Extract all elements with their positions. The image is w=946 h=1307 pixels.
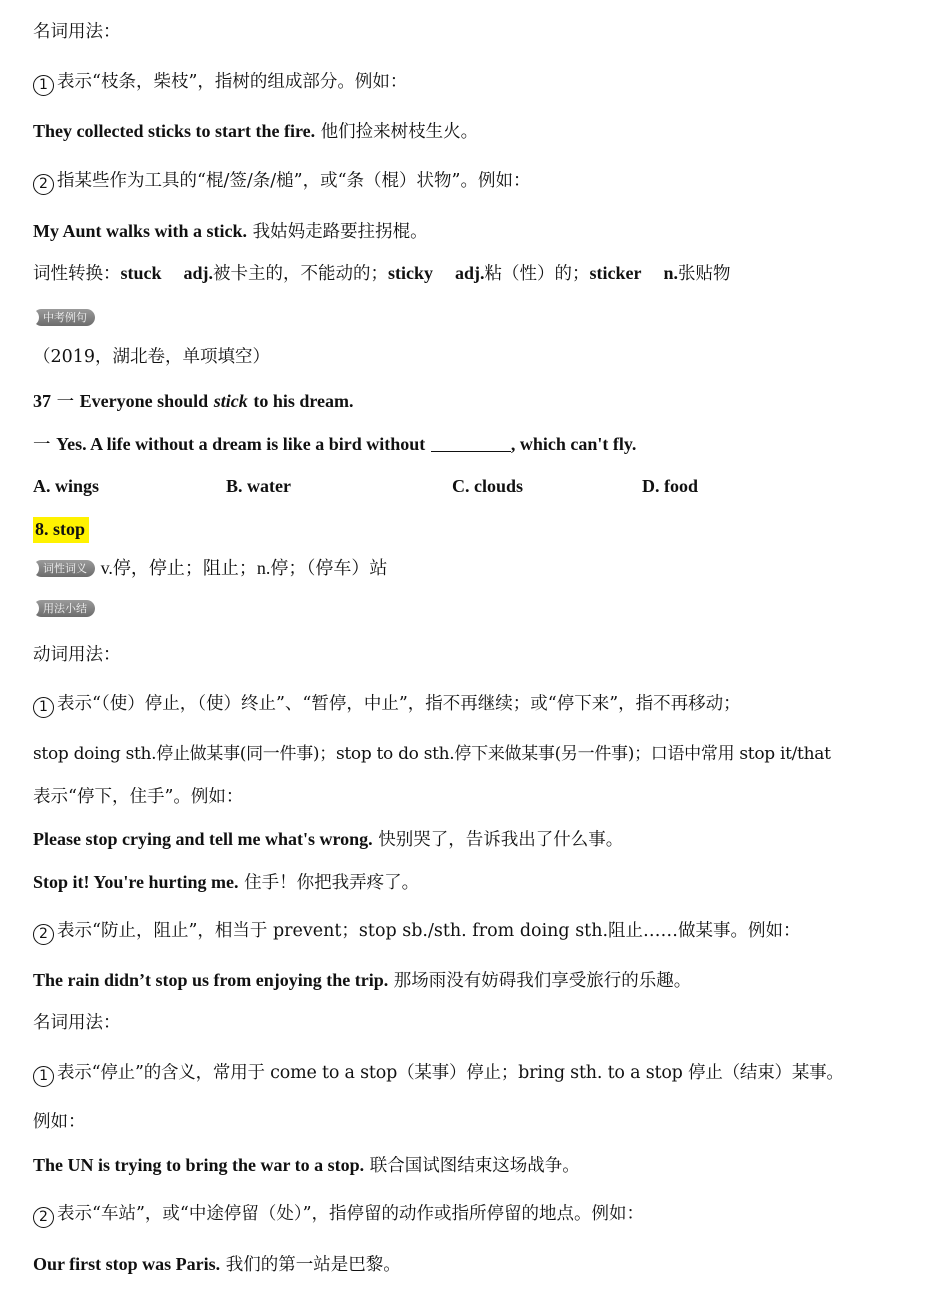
noun-usage-heading: 名词用法：: [33, 1013, 121, 1033]
item-text: 表示“枝条，柴枝”，指树的组成部分。例如：: [57, 72, 408, 92]
example-sentence: [33, 827, 926, 852]
question-text: Everyone should: [79, 391, 209, 411]
pos-meaning-tag: 词性词义: [33, 560, 95, 577]
conversion-word: sticker: [589, 263, 642, 283]
option-b: B. water: [226, 476, 291, 496]
example-zh: 住手！你把我弄疼了。: [244, 873, 420, 893]
conversion-pos: adj.: [183, 263, 214, 283]
example-zh: 他们捡来树枝生火。: [320, 122, 479, 142]
answer-blank: [431, 437, 511, 452]
answer-text-end: , which can't fly.: [510, 434, 637, 454]
word-meaning-row: [33, 556, 926, 581]
verb-usage-item-2: [33, 919, 926, 945]
option-d: D. food: [642, 476, 699, 496]
example-en: My Aunt walks with a stick.: [33, 221, 248, 241]
example-zh: 我姑妈走路要拄拐棍。: [252, 222, 428, 242]
circled-number: 1: [33, 1066, 54, 1087]
exam-answer-line: [33, 432, 926, 457]
example-zh: 我们的第一站是巴黎。: [225, 1255, 401, 1275]
example-sentence: [33, 119, 926, 144]
usage-summary-tag: 用法小结: [33, 600, 95, 617]
question-text-end: to his dream.: [253, 391, 354, 411]
conversion-pos: adj.: [455, 263, 485, 283]
conversion-label: 词性转换：: [33, 264, 121, 284]
word-title: 8. stop: [33, 517, 89, 543]
exam-example-tag: 中考例句: [33, 309, 95, 326]
answer-text: Yes. A life without a dream is like a bird without: [56, 434, 426, 454]
circled-number: 2: [33, 1207, 54, 1228]
summary-tag-row: [33, 595, 926, 619]
item-text: 表示“停止”的含义，常用于 come to a stop（某事）停止；bring sth. to a stop 停止（结束）某事。: [57, 1063, 844, 1083]
verb-usage-heading: 动词用法：: [33, 645, 121, 665]
question-keyword: stick: [213, 391, 248, 411]
question-number: 37: [33, 391, 51, 411]
exam-tag-row: [33, 304, 926, 328]
noun-usage-item-1-line2: 例如：: [33, 1112, 86, 1132]
example-zh: 那场雨没有妨碍我们享受旅行的乐趣。: [393, 971, 692, 991]
circled-number: 2: [33, 174, 54, 195]
word-meaning: v.停，停止；阻止；n.停；（停车）站: [100, 558, 388, 578]
example-sentence: [33, 870, 926, 895]
item-text: 表示“车站”，或“中途停留（处）”，指停留的动作或指所停留的地点。例如：: [57, 1204, 645, 1224]
noun-usage-item-1: [33, 70, 926, 96]
example-sentence: [33, 1252, 926, 1277]
example-en: They collected sticks to start the fire.: [33, 121, 316, 141]
example-sentence: [33, 968, 926, 993]
exam-source: （2019，湖北卷，单项填空）: [33, 347, 271, 367]
word-conversion: [33, 261, 926, 286]
verb-usage-item-1-line2: stop doing sth.停止做某事(同一件事)；stop to do sth.停下来做某事(另一件事)；口语中常用 stop it/that: [33, 744, 831, 764]
example-en: Stop it! You're hurting me.: [33, 872, 239, 892]
circled-number: 1: [33, 75, 54, 96]
item-text: 表示“防止，阻止”，相当于 prevent；stop sb./sth. from doing sth.阻止……做某事。例如：: [57, 921, 801, 941]
noun-usage-item-2: [33, 169, 926, 195]
example-zh: 联合国试图结束这场战争。: [369, 1156, 580, 1176]
example-en: Our first stop was Paris.: [33, 1254, 221, 1274]
word-title-row: [33, 517, 926, 542]
item-text: 指某些作为工具的“棍/签/条/槌”，或“条（棍）状物”。例如：: [57, 171, 531, 191]
conversion-meaning: 粘（性）的；: [484, 264, 590, 284]
option-a: A. wings: [33, 476, 100, 496]
conversion-word: stuck: [120, 263, 162, 283]
conversion-meaning: 被卡主的，不能动的；: [213, 264, 389, 284]
exam-question: [33, 389, 926, 414]
verb-usage-item-1: [33, 692, 926, 718]
dash: 一: [33, 435, 51, 455]
conversion-meaning: 张贴物: [678, 264, 731, 284]
circled-number: 1: [33, 697, 54, 718]
noun-usage-item-1: [33, 1061, 926, 1087]
example-en: The UN is trying to bring the war to a stop.: [33, 1155, 365, 1175]
item-text: 表示“（使）停止，（使）终止”、“暂停，中止”，指不再继续；或“停下来”，指不再移动；: [57, 694, 741, 714]
example-sentence: [33, 1153, 926, 1178]
circled-number: 2: [33, 924, 54, 945]
example-en: Please stop crying and tell me what's wrong.: [33, 829, 373, 849]
conversion-pos: n.: [663, 263, 679, 283]
example-en: The rain didn’t stop us from enjoying the trip.: [33, 970, 389, 990]
conversion-word: sticky: [388, 263, 434, 283]
dash: 一: [56, 392, 75, 412]
noun-usage-item-2: [33, 1202, 926, 1228]
example-zh: 快别哭了，告诉我出了什么事。: [378, 830, 624, 850]
example-sentence: [33, 219, 926, 244]
option-c: C. clouds: [452, 476, 524, 496]
noun-usage-heading: 名词用法：: [33, 22, 121, 42]
verb-usage-item-1-line3: 表示“停下，住手”。例如：: [33, 787, 244, 807]
